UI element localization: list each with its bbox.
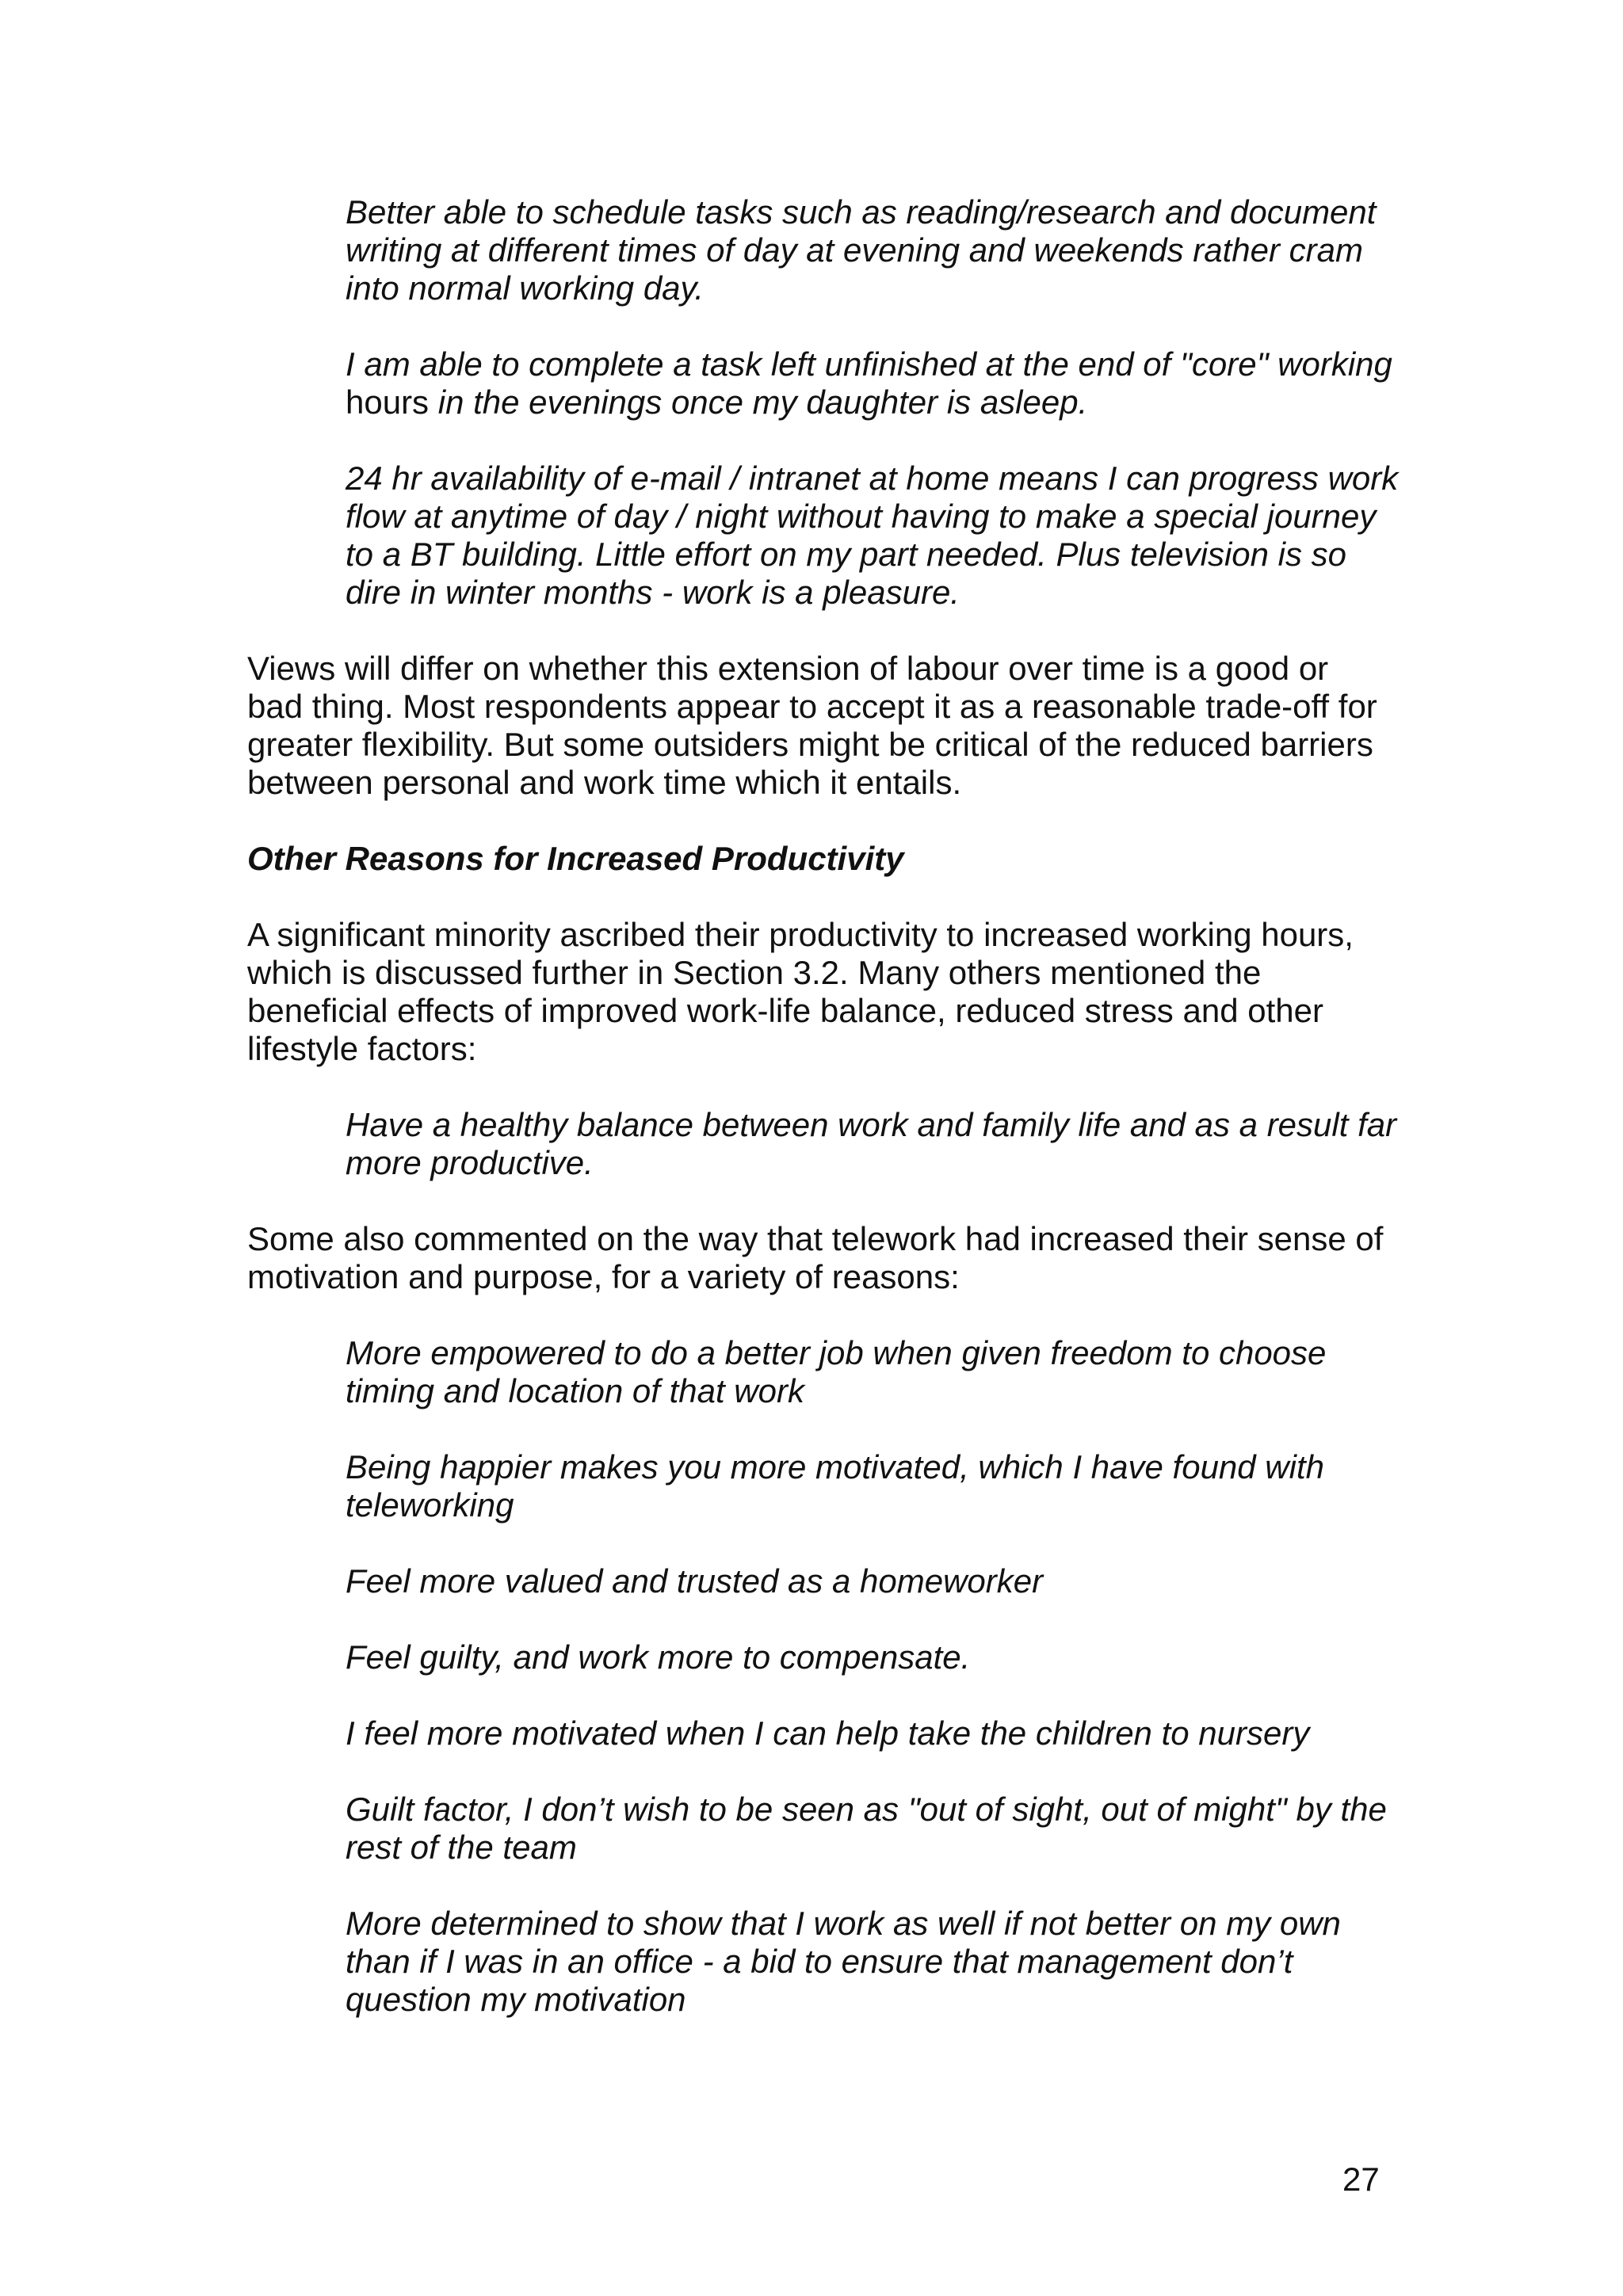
quote-empowered: More empowered to do a better job when given freedom to choose timing and location of that work: [346, 1334, 1327, 1409]
quote-scheduling: Better able to schedule tasks such as reading/research and document writing at different times of day at evening and weekends rather cram into normal working day.: [346, 193, 1377, 307]
quote-guilty: Feel guilty, and work more to compensate.: [346, 1638, 971, 1676]
quote-valued: Feel more valued and trusted as a homeworker: [346, 1562, 1044, 1600]
quote-availability: 24 hr availability of e-mail / intranet at home means I can progress work flow at anytime of day / night without having to make a special journey to a BT building. Little effort on my part needed. Plus television is so dire in winter months - work is a pleasure.: [346, 460, 1399, 611]
quote-core-hours-suffix: in the evenings once my daughter is asleep.: [437, 383, 1088, 421]
paragraph-views: Views will differ on whether this extension of labour over time is a good or bad thing. Most respondents appear to accept it as a reasonable trade-off for greater flexibility. But some outsiders might be critical of the reduced barriers between personal and work time which it entails.: [247, 650, 1377, 801]
page-content: [247, 193, 1399, 2057]
quote-guilt-factor: Guilt factor, I don’t wish to be seen as "out of sight, out of might" by the rest of the team: [346, 1791, 1387, 1866]
quote-balance: Have a healthy balance between work and family life and as a result far more productive.: [346, 1106, 1397, 1181]
quote-happier: Being happier makes you more motivated, which I have found with teleworking: [346, 1448, 1325, 1524]
quote-core-hours: [346, 345, 1400, 421]
section-heading: Other Reasons for Increased Productivity: [247, 840, 904, 877]
quote-core-hours-upright: hours: [346, 383, 430, 421]
quote-nursery: I feel more motivated when I can help take the children to nursery: [346, 1714, 1310, 1752]
page-number: 27: [1342, 2161, 1380, 2198]
quote-core-hours-prefix: I am able to complete a task left unfinished at the end of "core" working: [346, 345, 1392, 383]
quote-determined: More determined to show that I work as well if not better on my own than if I was in an office - a bid to ensure that management don’t question my motivation: [346, 1905, 1341, 2018]
paragraph-motivation: Some also commented on the way that telework had increased their sense of motivation and purpose, for a variety of reasons:: [247, 1220, 1384, 1295]
paragraph-minority: A significant minority ascribed their productivity to increased working hours, which is discussed further in Section 3.2. Many others mentioned the beneficial effects of improved work-life balance, reduced stress and other lifestyle factors:: [247, 916, 1354, 1067]
